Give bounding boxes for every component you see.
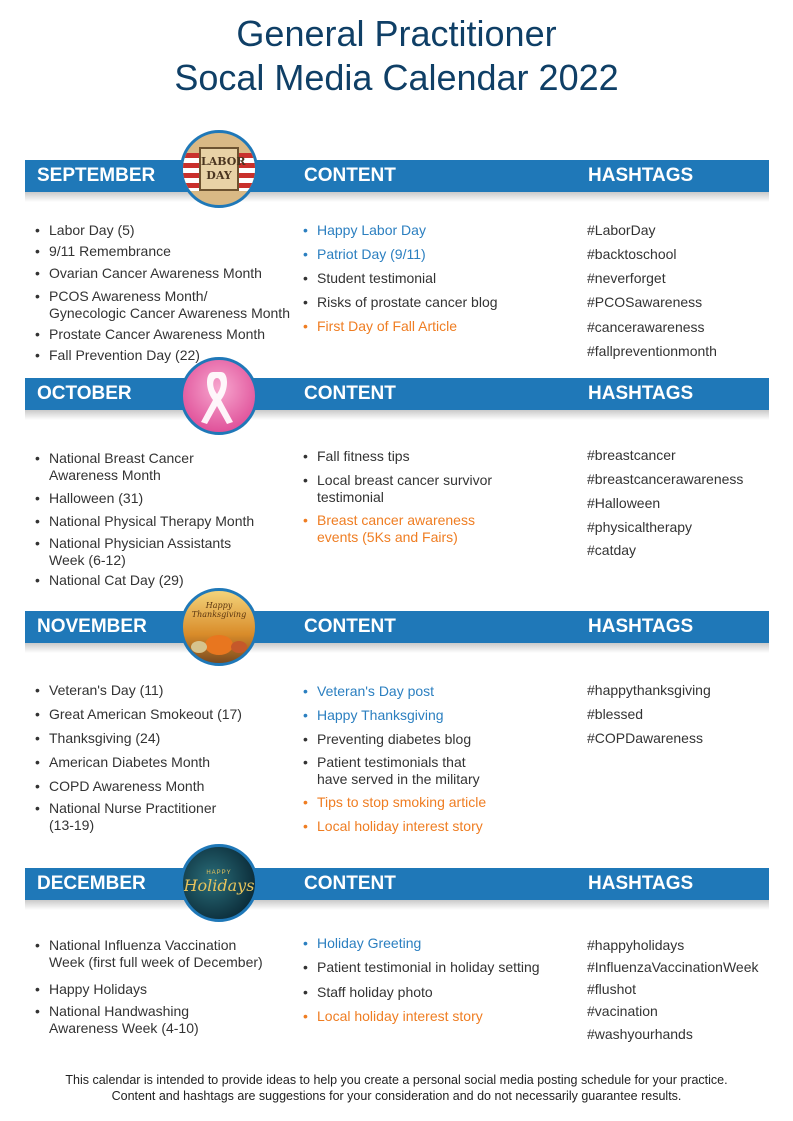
list-item: • Local breast cancer survivor: [303, 472, 492, 489]
list-item-continued: testimonial: [317, 489, 384, 505]
list-item: • National Breast Cancer: [35, 450, 194, 467]
page-title-line2: Socal Media Calendar 2022: [174, 57, 619, 98]
thanksgiving-badge: [180, 588, 258, 666]
list-item: • National Cat Day (29): [35, 572, 184, 589]
labor-day-badge: [180, 130, 258, 208]
list-item: • National Physical Therapy Month: [35, 513, 254, 530]
badge-text-line1: HAPPY: [206, 870, 232, 876]
happy-holidays-badge-text: [183, 869, 255, 895]
list-item-continued: Gynecologic Cancer Awareness Month: [49, 305, 290, 321]
list-item-continued: events (5Ks and Fairs): [317, 529, 458, 545]
hashtag: #happythanksgiving: [587, 682, 711, 698]
content-heading: CONTENT: [304, 383, 396, 404]
list-item-continued: Week (6-12): [49, 552, 126, 568]
list-item: • Preventing diabetes blog: [303, 731, 471, 748]
section-header-november: [25, 611, 769, 643]
pumpkin-icon: [205, 635, 233, 655]
band-shadow: [25, 643, 769, 653]
list-item: • Prostate Cancer Awareness Month: [35, 326, 265, 343]
list-item: • National Physician Assistants: [35, 535, 231, 552]
list-item: • Fall fitness tips: [303, 448, 410, 465]
hashtag: #InfluenzaVaccinationWeek: [587, 959, 759, 975]
labor-day-sign-line2: DAY: [206, 169, 232, 182]
page-title-line1: General Practitioner: [236, 13, 557, 54]
list-item: • Student testimonial: [303, 270, 436, 287]
month-heading: NOVEMBER: [37, 616, 147, 637]
band-shadow: [25, 192, 769, 202]
band-shadow: [25, 410, 769, 420]
hashtags-heading: HASHTAGS: [588, 165, 694, 186]
list-item: • Veteran's Day (11): [35, 682, 163, 699]
hashtags-heading: HASHTAGS: [588, 616, 694, 637]
list-item: • American Diabetes Month: [35, 754, 210, 771]
hashtag: #blessed: [587, 706, 644, 722]
list-item: • Thanksgiving (24): [35, 730, 160, 747]
hashtags-heading: HASHTAGS: [588, 873, 694, 894]
list-item-continued: (13-19): [49, 817, 95, 833]
hashtag: #COPDawareness: [587, 730, 703, 746]
section-header-september: [25, 160, 769, 192]
hashtag: #flushot: [587, 981, 637, 997]
list-item: • Tips to stop smoking article: [303, 794, 486, 811]
list-item: • Happy Holidays: [35, 981, 147, 998]
month-heading: OCTOBER: [37, 383, 132, 404]
list-item-continued: Week (first full week of December): [49, 954, 263, 970]
hashtag: #catday: [587, 542, 637, 558]
list-item: • Veteran's Day post: [303, 683, 434, 700]
hashtag: #neverforget: [587, 270, 666, 286]
hashtag: #happyholidays: [587, 937, 685, 953]
list-item: • Fall Prevention Day (22): [35, 347, 200, 364]
content-heading: CONTENT: [304, 873, 396, 894]
labor-day-sign: [199, 147, 246, 191]
badge-text-line1: Happy: [205, 601, 233, 610]
hashtag: #LaborDay: [587, 222, 656, 238]
list-item: • Labor Day (5): [35, 222, 135, 239]
labor-day-sign-line1: LABOR: [201, 155, 246, 168]
hashtag: #vacination: [587, 1003, 658, 1019]
footer-disclaimer-line1: This calendar is intended to provide ideas to help you create a personal social media posting schedule for your practice.: [65, 1073, 728, 1087]
hashtag: #breastcancerawareness: [587, 471, 744, 487]
pink-ribbon-icon: [183, 360, 255, 432]
month-heading: DECEMBER: [37, 873, 146, 894]
list-item: • National Handwashing: [35, 1003, 189, 1020]
gourd-icon: [191, 641, 207, 653]
content-heading: CONTENT: [304, 165, 396, 186]
list-item: • Happy Thanksgiving: [303, 707, 444, 724]
list-item: • Risks of prostate cancer blog: [303, 294, 498, 311]
section-header-december: [25, 868, 769, 900]
pink-ribbon-badge: [180, 357, 258, 435]
list-item: • 9/11 Remembrance: [35, 243, 171, 260]
list-item: • National Influenza Vaccination: [35, 937, 236, 954]
list-item: • Ovarian Cancer Awareness Month: [35, 265, 262, 282]
list-item: • Patient testimonial in holiday setting: [303, 959, 540, 976]
hashtag: #Halloween: [587, 495, 661, 511]
hashtag: #cancerawareness: [587, 319, 705, 335]
list-item: • First Day of Fall Article: [303, 318, 457, 335]
list-item: • Patient testimonials that: [303, 754, 466, 771]
gourd-icon: [231, 641, 247, 653]
hashtag: #physicaltherapy: [587, 519, 693, 535]
list-item: • National Nurse Practitioner: [35, 800, 216, 817]
hashtags-heading: HASHTAGS: [588, 383, 694, 404]
hashtag: #fallpreventionmonth: [587, 343, 717, 359]
band-shadow: [25, 900, 769, 910]
month-heading: SEPTEMBER: [37, 165, 156, 186]
thanksgiving-badge-text: [183, 601, 255, 619]
hashtag: #PCOSawareness: [587, 294, 703, 310]
badge-text-line2: Holidays: [183, 876, 255, 895]
list-item-continued: Awareness Week (4-10): [49, 1020, 199, 1036]
section-header-october: [25, 378, 769, 410]
content-heading: CONTENT: [304, 616, 396, 637]
list-item-continued: have served in the military: [317, 771, 480, 787]
list-item: • Halloween (31): [35, 490, 143, 507]
list-item: • COPD Awareness Month: [35, 778, 204, 795]
hashtag: #backtoschool: [587, 246, 677, 262]
list-item: • Local holiday interest story: [303, 818, 483, 835]
hashtag: #washyourhands: [587, 1026, 693, 1042]
list-item: • Great American Smokeout (17): [35, 706, 242, 723]
list-item: • Holiday Greeting: [303, 935, 421, 952]
list-item: • Breast cancer awareness: [303, 512, 475, 529]
happy-holidays-badge: [180, 844, 258, 922]
footer-disclaimer-line2: Content and hashtags are suggestions for your consideration and do not necessarily guarantee results.: [111, 1089, 682, 1103]
hashtag: #breastcancer: [587, 447, 676, 463]
list-item: • Happy Labor Day: [303, 222, 426, 239]
badge-text-line2: Thanksgiving: [191, 610, 247, 619]
list-item: • PCOS Awareness Month/: [35, 288, 207, 305]
list-item: • Patriot Day (9/11): [303, 246, 426, 263]
list-item: • Staff holiday photo: [303, 984, 433, 1001]
list-item-continued: Awareness Month: [49, 467, 161, 483]
list-item: • Local holiday interest story: [303, 1008, 483, 1025]
